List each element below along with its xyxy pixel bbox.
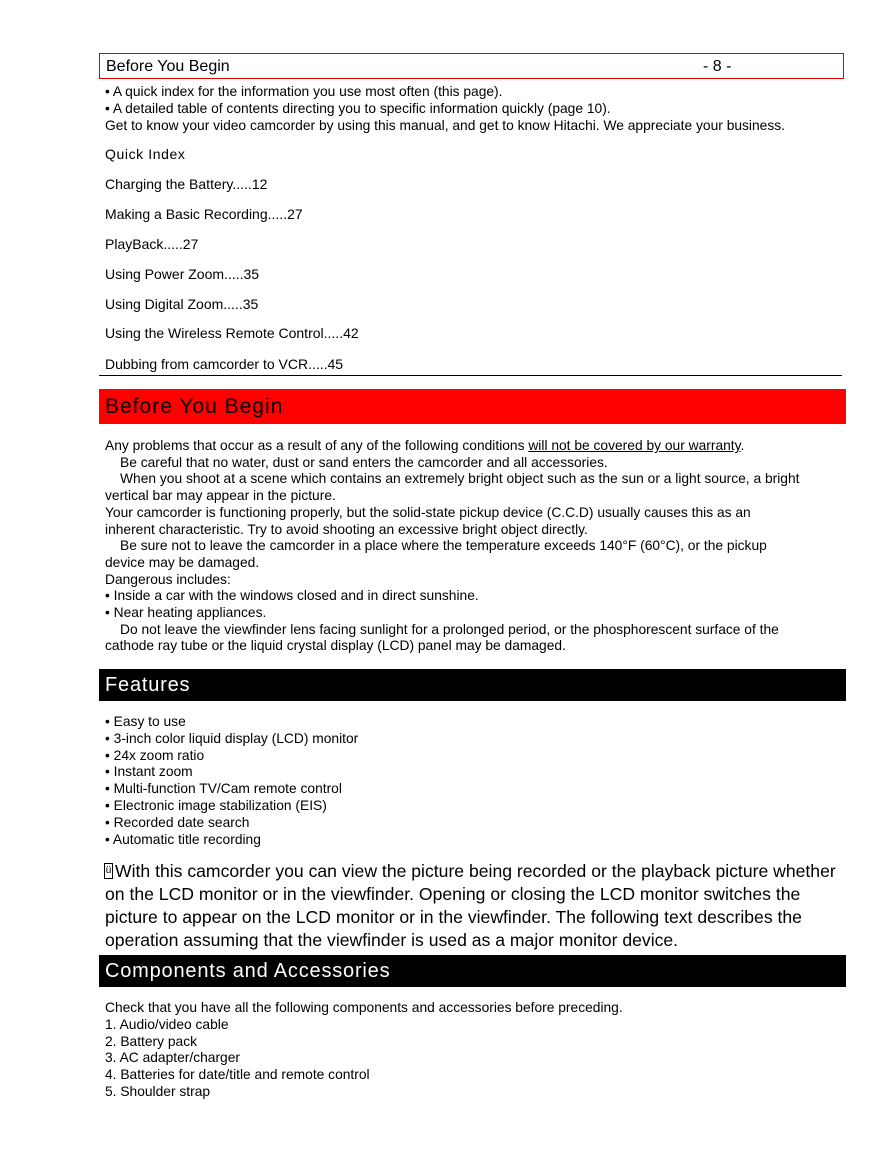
- intro-line: Get to know your video camcorder by using this manual, and get to know Hitachi. We appreciate your business.: [105, 118, 785, 133]
- intro-line: • A quick index for the information you use most often (this page).: [105, 84, 503, 99]
- warranty-suffix: .: [740, 438, 745, 453]
- note-line: on the LCD monitor or in the viewfinder. Opening or closing the LCD monitor switches the: [105, 884, 801, 904]
- paragraph: Be sure not to leave the camcorder in a place where the temperature exceeds 140°F (60°C), or the pickup: [120, 538, 767, 554]
- paragraph: Be careful that no water, dust or sand enters the camcorder and all accessories.: [120, 454, 608, 470]
- features-note: [105, 860, 845, 952]
- divider: [99, 375, 842, 376]
- section-heading-before-you-begin: [99, 389, 846, 424]
- quick-index-item: Using Power Zoom.....35: [105, 266, 260, 282]
- section-heading-text: Features: [105, 673, 191, 696]
- features-list: [105, 714, 358, 848]
- warranty-underlined: will not be covered by our warranty: [528, 438, 741, 453]
- section-heading-features: [99, 669, 846, 701]
- warranty-line: [105, 438, 840, 455]
- list-item: • 24x zoom ratio: [105, 747, 205, 763]
- list-item: 3. AC adapter/charger: [105, 1050, 240, 1066]
- note-marker: ü: [104, 863, 113, 879]
- list-item: • Inside a car with the windows closed and in direct sunshine.: [105, 588, 479, 604]
- quick-index-item: Dubbing from camcorder to VCR.....45: [105, 356, 344, 372]
- header-page-number: - 8 -: [703, 58, 732, 75]
- intro-block: [105, 83, 845, 134]
- list-item: • Recorded date search: [105, 814, 250, 830]
- components-intro: Check that you have all the following components and accessories before preceding.: [105, 1000, 623, 1015]
- list-item: • Easy to use: [105, 714, 186, 729]
- quick-index-title: Quick Index: [105, 146, 186, 162]
- paragraph: Your camcorder is functioning properly, but the solid-state pickup device (C.C.D) usually causes this as an: [105, 504, 751, 520]
- list-item: 5. Shoulder strap: [105, 1083, 211, 1099]
- components-list: [105, 1000, 623, 1101]
- quick-index-item: Using Digital Zoom.....35: [105, 296, 259, 312]
- list-item: • Instant zoom: [105, 764, 193, 780]
- paragraph-continued: device may be damaged.: [105, 554, 260, 570]
- before-you-begin-body: [105, 438, 840, 655]
- paragraph: When you shoot at a scene which contains an extremely bright object such as the sun or a light source, a bright: [120, 471, 800, 487]
- list-item: • Near heating appliances.: [105, 605, 267, 621]
- list-item: • Multi-function TV/Cam remote control: [105, 781, 342, 797]
- page-header: [99, 53, 844, 79]
- list-item: • Electronic image stabilization (EIS): [105, 797, 327, 813]
- paragraph-continued: vertical bar may appear in the picture.: [105, 488, 336, 504]
- section-heading-components: [99, 955, 846, 987]
- quick-index-item: PlayBack.....27: [105, 236, 199, 252]
- list-item: • 3-inch color liquid display (LCD) monitor: [105, 730, 359, 746]
- note-line: operation assuming that the viewfinder is used as a major monitor device.: [105, 930, 679, 950]
- quick-index-item: Charging the Battery.....12: [105, 176, 268, 192]
- paragraph: Do not leave the viewfinder lens facing sunlight for a prolonged period, or the phosphorescent surface of the: [120, 621, 779, 637]
- warranty-prefix: Any problems that occur as a result of any of the following conditions: [105, 438, 529, 453]
- quick-index-item: Making a Basic Recording.....27: [105, 206, 303, 222]
- list-item: 2. Battery pack: [105, 1033, 198, 1049]
- list-item: 1. Audio/video cable: [105, 1016, 229, 1032]
- note-line: With this camcorder you can view the picture being recorded or the playback picture whether: [115, 861, 836, 881]
- list-item: • Automatic title recording: [105, 831, 261, 847]
- intro-line: • A detailed table of contents directing you to specific information quickly (page 10).: [105, 101, 611, 116]
- list-item: 4. Batteries for date/title and remote control: [105, 1067, 370, 1083]
- section-heading-text: Before You Begin: [105, 394, 284, 418]
- paragraph-continued: cathode ray tube or the liquid crystal display (LCD) panel may be damaged.: [105, 638, 566, 654]
- paragraph: Dangerous includes:: [105, 571, 231, 587]
- header-title: Before You Begin: [106, 58, 230, 75]
- note-line: picture to appear on the LCD monitor or in the viewfinder. The following text describes the: [105, 907, 802, 927]
- paragraph-continued: inherent characteristic. Try to avoid shooting an excessive bright object directly.: [105, 521, 588, 537]
- section-heading-text: Components and Accessories: [105, 959, 391, 982]
- quick-index-item: Using the Wireless Remote Control.....42: [105, 325, 359, 341]
